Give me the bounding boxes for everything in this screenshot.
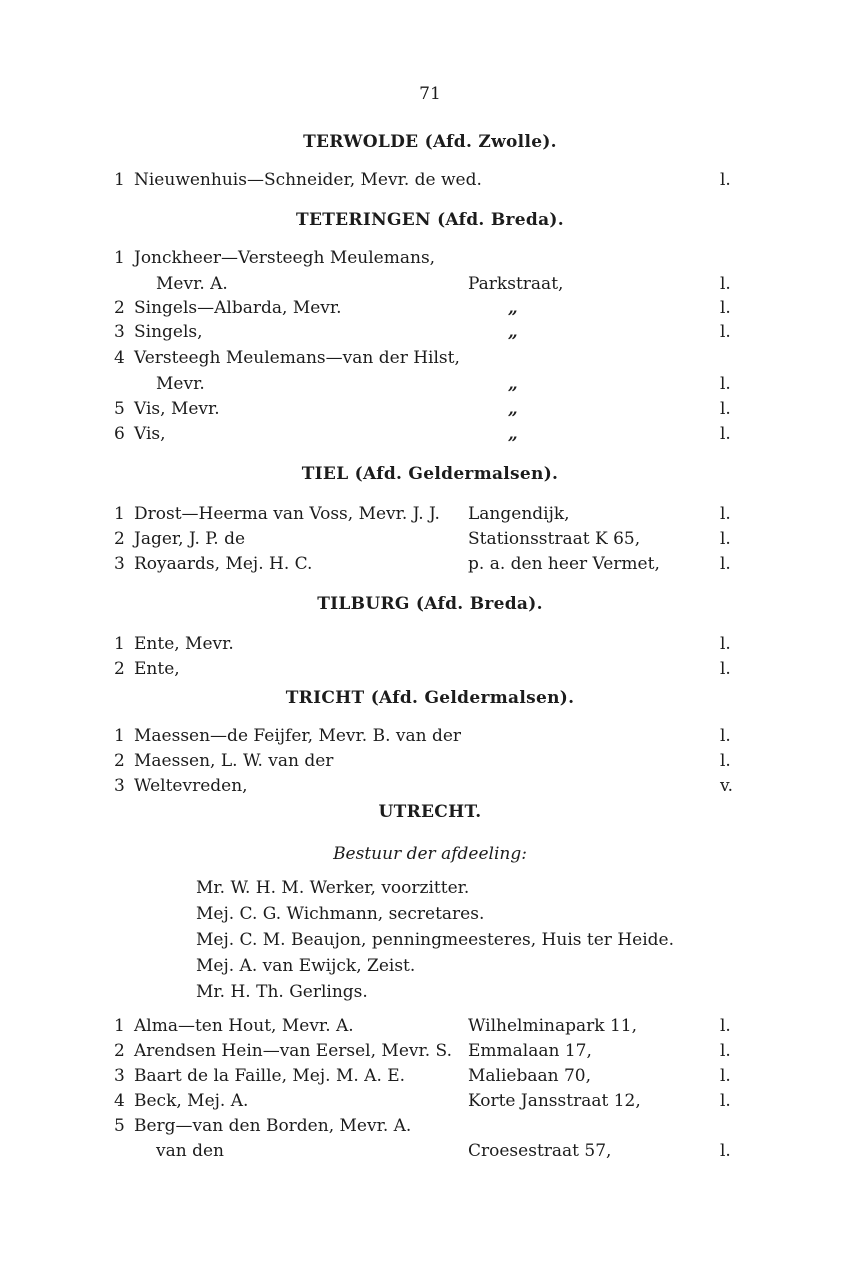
entry-number: 3 (114, 322, 125, 342)
board-member: Mej. A. van Ewijck, Zeist. (196, 956, 416, 976)
entry-number: 5 (114, 1116, 125, 1136)
list-item (0, 320, 860, 344)
list-item (0, 527, 860, 551)
entry-number: 1 (114, 634, 125, 654)
list-item (0, 552, 860, 576)
list-item (0, 397, 860, 421)
entry-flag: l. (720, 504, 731, 524)
entry-flag: l. (720, 1066, 731, 1086)
entry-number: 2 (114, 529, 125, 549)
entry-number: 5 (114, 399, 125, 419)
entry-flag: l. (720, 399, 731, 419)
board-member: Mej. C. G. Wichmann, secretares. (196, 904, 485, 924)
entry-flag: l. (720, 424, 731, 444)
entry-number: 3 (114, 776, 125, 796)
ditto-mark: „ (508, 322, 518, 342)
entry-number: 1 (114, 248, 125, 268)
ditto-mark: „ (508, 424, 518, 444)
entry-name: Berg—van den Borden, Mevr. A. (134, 1116, 412, 1136)
list-item (0, 346, 860, 370)
list-item (0, 1089, 860, 1113)
entry-name: Royaards, Mej. H. C. (134, 554, 313, 574)
entry-name: Baart de la Faille, Mej. M. A. E. (134, 1066, 406, 1086)
entry-address: Stationsstraat K 65, (468, 529, 641, 549)
entry-flag: l. (720, 659, 731, 679)
entry-flag: l. (720, 298, 731, 318)
entry-number: 2 (114, 751, 125, 771)
entry-number: 6 (114, 424, 125, 444)
list-item (0, 1114, 860, 1138)
list-item-continuation (0, 272, 860, 296)
entry-address: Maliebaan 70, (468, 1066, 592, 1086)
section-heading-terwolde: TERWOLDE (Afd. Zwolle). (303, 132, 557, 152)
entry-name: Singels—Albarda, Mevr. (134, 298, 342, 318)
entry-flag: l. (720, 751, 731, 771)
entry-flag: l. (720, 1141, 731, 1161)
entry-name: Jager, J. P. de (134, 529, 246, 549)
entry-flag: l. (720, 274, 731, 294)
list-item (0, 1039, 860, 1063)
entry-address: p. a. den heer Vermet, (468, 554, 660, 574)
list-item (0, 246, 860, 270)
entry-flag: v. (720, 776, 733, 796)
entry-address: Parkstraat, (468, 274, 564, 294)
entry-number: 1 (114, 1016, 125, 1036)
list-item (0, 296, 860, 320)
entry-address: Emmalaan 17, (468, 1041, 592, 1061)
entry-flag: l. (720, 529, 731, 549)
entry-number: 4 (114, 348, 125, 368)
entry-number: 2 (114, 659, 125, 679)
entry-flag: l. (720, 726, 731, 746)
section-heading-tiel: TIEL (Afd. Geldermalsen). (301, 464, 559, 484)
entry-number: 1 (114, 726, 125, 746)
section-heading-teteringen: TETERINGEN (Afd. Breda). (296, 210, 564, 230)
list-item (0, 749, 860, 773)
entry-name: Ente, (134, 659, 180, 679)
board-title: Bestuur der afdeeling: (333, 844, 527, 864)
board-member: Mr. W. H. M. Werker, voorzitter. (196, 878, 470, 898)
entry-name: Alma—ten Hout, Mevr. A. (134, 1016, 354, 1036)
entry-name: Weltevreden, (134, 776, 248, 796)
entry-name: Ente, Mevr. (134, 634, 234, 654)
entry-name: Jonckheer—Versteegh Meulemans, (134, 248, 436, 268)
section-heading-tricht: TRICHT (Afd. Geldermalsen). (285, 688, 575, 708)
list-item (0, 774, 860, 798)
entry-name: Versteegh Meulemans—van der Hilst, (134, 348, 460, 368)
entry-address: Korte Jansstraat 12, (468, 1091, 641, 1111)
ditto-mark: „ (508, 298, 518, 318)
entry-name: Drost—Heerma van Voss, Mevr. J. J. (134, 504, 440, 524)
entry-number: 3 (114, 1066, 125, 1086)
list-item (0, 1014, 860, 1038)
entry-name-continued: Mevr. A. (156, 274, 228, 294)
entry-flag: l. (720, 374, 731, 394)
entry-flag: l. (720, 1091, 731, 1111)
list-item-continuation (0, 1139, 860, 1163)
entry-number: 4 (114, 1091, 125, 1111)
list-item (0, 422, 860, 446)
entry-name: Beck, Mej. A. (134, 1091, 249, 1111)
entry-name: Vis, Mevr. (134, 399, 220, 419)
ditto-mark: „ (508, 374, 518, 394)
entry-number: 2 (114, 298, 125, 318)
list-item (0, 168, 860, 192)
entry-name: Nieuwenhuis—Schneider, Mevr. de wed. (134, 170, 482, 190)
entry-flag: l. (720, 170, 731, 190)
section-heading-utrecht: UTRECHT. (378, 802, 482, 822)
board-member: Mr. H. Th. Gerlings. (196, 982, 368, 1002)
entry-name-continued: van den (156, 1141, 224, 1161)
entry-name: Singels, (134, 322, 203, 342)
entry-number: 2 (114, 1041, 125, 1061)
list-item (0, 502, 860, 526)
entry-flag: l. (720, 1016, 731, 1036)
entry-number: 3 (114, 554, 125, 574)
list-item (0, 1064, 860, 1088)
entry-name: Vis, (134, 424, 166, 444)
entry-name: Arendsen Hein—van Eersel, Mevr. S. (134, 1041, 453, 1061)
board-member: Mej. C. M. Beaujon, penningmeesteres, Huis ter Heide. (196, 930, 674, 950)
page-number: 71 (419, 84, 441, 104)
entry-address: Wilhelminapark 11, (468, 1016, 638, 1036)
entry-name-continued: Mevr. (156, 374, 205, 394)
entry-flag: l. (720, 322, 731, 342)
entry-flag: l. (720, 1041, 731, 1061)
entry-address: Langendijk, (468, 504, 570, 524)
list-item (0, 657, 860, 681)
entry-name: Maessen, L. W. van der (134, 751, 334, 771)
ditto-mark: „ (508, 399, 518, 419)
entry-number: 1 (114, 504, 125, 524)
entry-flag: l. (720, 554, 731, 574)
section-heading-tilburg: TILBURG (Afd. Breda). (317, 594, 543, 614)
entry-address: Croesestraat 57, (468, 1141, 612, 1161)
list-item (0, 632, 860, 656)
entry-flag: l. (720, 634, 731, 654)
entry-name: Maessen—de Feijfer, Mevr. B. van der (134, 726, 462, 746)
list-item (0, 724, 860, 748)
entry-number: 1 (114, 170, 125, 190)
list-item-continuation (0, 372, 860, 396)
